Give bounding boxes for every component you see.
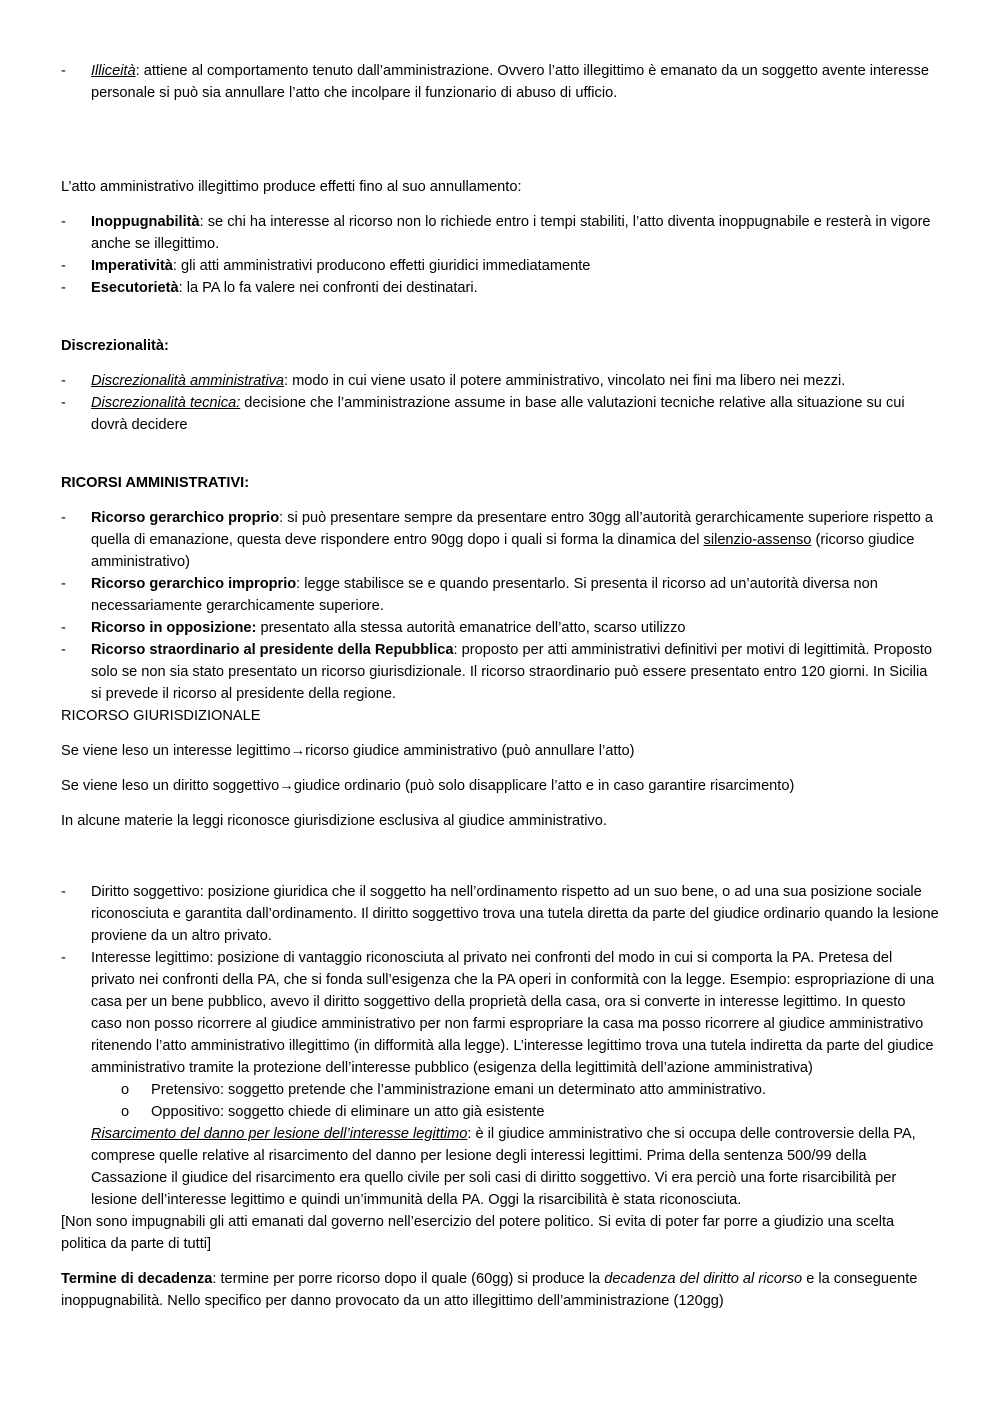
ricorsi-list <box>61 507 940 705</box>
term-ricorso-gerarchico-proprio: Ricorso gerarchico proprio <box>91 510 280 526</box>
heading-ricorso-giurisdizionale: RICORSO GIURISDIZIONALE <box>61 708 261 724</box>
text-segment: Se viene leso un diritto soggettivo <box>61 778 280 794</box>
term-inoppugnabilita: Inoppugnabilità <box>91 214 200 230</box>
list-item <box>61 277 940 299</box>
posizioni-giuridiche-list <box>61 881 940 1079</box>
sub-list-item: o Pretensivo: soggetto pretende che l’amministrazione emani un determinato atto amministrativo. <box>121 1079 940 1101</box>
heading-ricorsi-amministrativi: RICORSI AMMINISTRATIVI: <box>61 475 250 491</box>
term-description: : proposto per atti amministrativi definitivi per motivi di legittimità. Proposto solo se non sia stato presentato un ricorso giurisdizionale. Il ricorso straordinario può essere presentato entro 120 giorni. In Sicilia si prevede il ricorso al presidente della regione. <box>91 642 933 702</box>
list-item <box>61 507 940 573</box>
term-imperativita: Imperatività <box>91 258 173 274</box>
list-item <box>61 211 940 255</box>
effetti-list <box>61 211 940 299</box>
paragraph-interesse-legittimo <box>61 740 940 762</box>
term-description: : attiene al comportamento tenuto dall’amministrazione. Ovvero l’atto illegittimo è emanato da un soggetto avente interesse personale si può sia annullare l’atto che incolpare il funzionario di abuso di ufficio. <box>91 63 929 101</box>
term-description: : modo in cui viene usato il potere amministrativo, vincolato nei fini ma libero nei mezzi. <box>284 373 846 389</box>
interesse-legittimo-sublist <box>61 1079 940 1123</box>
list-item <box>61 573 940 617</box>
term-ricorso-opposizione: Ricorso in opposizione: <box>91 620 257 636</box>
term-description: : se chi ha interesse al ricorso non lo richiede entro i tempi stabiliti, l’atto diventa inoppugnabile e resterà in vigore anche se illegittimo. <box>91 214 931 252</box>
paragraph-atti-politici: [Non sono impugnabili gli atti emanati dal governo nell’esercizio del potere politico. Si evita di poter far porre a giudizio una scelta politica da parte di tutti] <box>61 1214 895 1252</box>
term-description: : è il giudice amministrativo che si occupa delle controversie della PA, comprese quelle relative al risarcimento del danno per lesione degli interessi legittimi. Prima della sentenza 500/99 della Cassazione il giudice del risarcimento era quello civile per soli casi di diritto soggettivo. Vi era perciò una forte risarcibilità per lesione dell’interesse legittimo e quindi un’immunità della PA. Oggi la risarcibilità è stata riconosciuta. <box>91 1126 916 1208</box>
list-item <box>61 639 940 705</box>
paragraph-risarcimento <box>61 1123 940 1211</box>
term-esecutorieta: Esecutorietà <box>91 280 179 296</box>
list-item <box>61 392 940 436</box>
term-description: : legge stabilisce se e quando presentarlo. Si presenta il ricorso ad un’autorità diversa non necessariamente gerarchicamente superiore. <box>91 576 878 614</box>
paragraph-giurisdizione-esclusiva: In alcune materie la leggi riconosce giurisdizione esclusiva al giudice amministrativo. <box>61 813 607 829</box>
term-discrezionalita-amministrativa: Discrezionalità amministrativa <box>91 373 285 389</box>
term-description-tail: (ricorso giudice amministrativo) <box>91 532 915 570</box>
list-item <box>61 60 940 104</box>
list-item <box>61 617 940 639</box>
list-item: - Diritto soggettivo: posizione giuridica che il soggetto ha nell’ordinamento rispetto ad un suo bene, o ad una sua posizione sociale riconosciuta e garantita dall’ordinamento. Il diritto soggettivo trova una tutela diretta da parte del giudice ordinario quando la lesione proviene da un altro privato. <box>61 881 940 947</box>
text-segment: e la conseguente inoppugnabilità. Nello specifico per danno provocato da un atto illegittimo dell’amministrazione (120gg) <box>61 1271 918 1309</box>
paragraph-atto-illegittimo: L’atto amministrativo illegittimo produce effetti fino al suo annullamento: <box>61 179 522 195</box>
paragraph-diritto-soggettivo <box>61 775 940 797</box>
term-ricorso-gerarchico-improprio: Ricorso gerarchico improprio <box>91 576 297 592</box>
term-discrezionalita-tecnica: Discrezionalità tecnica: <box>91 395 241 411</box>
arrow-right-icon: → <box>279 778 294 794</box>
heading-discrezionalita: Discrezionalità: <box>61 338 169 354</box>
list-item <box>61 255 940 277</box>
illiceita-list <box>61 60 940 104</box>
text-segment: giudice ordinario (può solo disapplicare l’atto e in caso garantire risarcimento) <box>293 778 795 794</box>
term-description: : gli atti amministrativi producono effetti giuridici immediatamente <box>172 258 591 274</box>
term-silenzio-assenso: silenzio-assenso <box>703 532 812 548</box>
term-decadenza-diritto: decadenza del diritto al ricorso <box>604 1271 803 1287</box>
term-description: : la PA lo fa valere nei confronti dei destinatari. <box>178 280 478 296</box>
text-segment: ricorso giudice amministrativo (può annullare l’atto) <box>305 743 635 759</box>
term-illiceita: Illiceità <box>91 63 136 79</box>
paragraph-termine-decadenza <box>61 1268 940 1312</box>
discrezionalita-list <box>61 370 940 436</box>
list-item: - Interesse legittimo: posizione di vantaggio riconosciuta al privato nei confronti del modo in cui si comporta la PA. Pretesa del privato nei confronti della PA, che si fonda sull’esigenza che la PA operi in conformità con la legge. Esempio: espropriazione di una casa per un bene pubblico, avevo il diritto soggettivo della proprietà della casa, ora si converte in interesse legittimo. In questo caso non posso ricorrere al giudice amministrativo per non farmi espropriare la casa ma posso ricorrere al giudice amministrativo ritenendo l’atto amministrativo illegittimo (in difformità alla legge). L’interesse legittimo trova una tutela indiretta da parte del giudice amministrativo tramite la protezione dell’interesse pubblico (esigenza della legittimità dell’azione amministrativa) <box>61 947 940 1079</box>
sub-list-item: o Oppositivo: soggetto chiede di eliminare un atto già esistente <box>121 1101 940 1123</box>
term-description: decisione che l’amministrazione assume in base alle valutazioni tecniche relative alla situazione su cui dovrà decidere <box>91 395 905 433</box>
term-termine-decadenza: Termine di decadenza <box>61 1271 213 1287</box>
text-segment: : termine per porre ricorso dopo il quale (60gg) si produce la <box>212 1271 605 1287</box>
term-description: : si può presentare sempre da presentare entro 30gg all’autorità gerarchicamente superiore rispetto a quella di emanazione, questa deve rispondere entro 90gg dopo i quali si forma la dinamica del <box>91 510 933 548</box>
term-risarcimento: Risarcimento del danno per lesione dell’interesse legittimo <box>91 1126 468 1142</box>
term-ricorso-straordinario: Ricorso straordinario al presidente della Repubblica <box>91 642 454 658</box>
arrow-right-icon: → <box>290 743 306 759</box>
term-description: presentato alla stessa autorità emanatrice dell’atto, scarso utilizzo <box>256 620 686 636</box>
text-segment: Se viene leso un interesse legittimo <box>61 743 291 759</box>
list-item <box>61 370 940 392</box>
